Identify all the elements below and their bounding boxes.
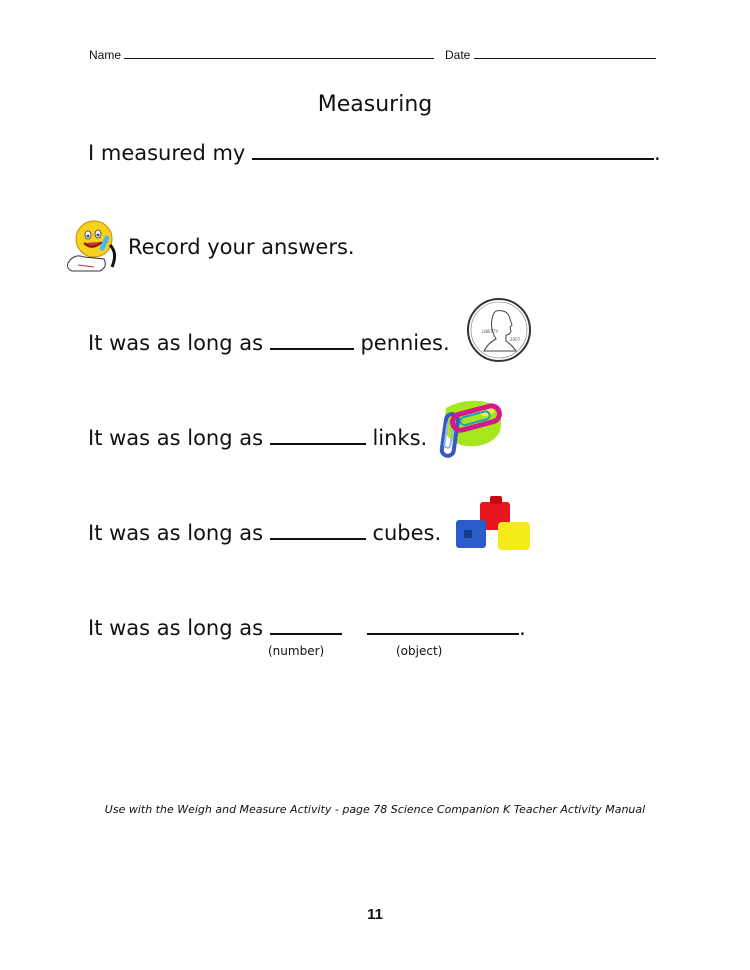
row-prefix: It was as long as <box>88 616 264 640</box>
row-prefix: It was as long as <box>88 521 264 545</box>
cubes-row <box>88 520 441 545</box>
object-caption: (object) <box>396 644 443 658</box>
pennies-row <box>88 330 450 355</box>
date-label: Date <box>445 48 471 62</box>
period: . <box>519 616 526 640</box>
object-blank[interactable] <box>367 615 519 635</box>
date-field <box>445 44 656 62</box>
svg-text:2007: 2007 <box>510 337 521 342</box>
links-count-blank[interactable] <box>270 425 366 445</box>
paperclip-links-icon <box>438 398 506 460</box>
penny-icon <box>466 297 532 363</box>
footer-note: Use with the Weigh and Measure Activity - page 78 Science Companion K Teacher Activity Manual <box>104 803 646 816</box>
smiley-writing-icon <box>64 219 120 275</box>
row-unit: cubes. <box>372 521 442 545</box>
name-field <box>89 44 434 62</box>
row-unit: links. <box>372 426 428 450</box>
row-prefix: It was as long as <box>88 426 264 450</box>
page-number: 11 <box>367 906 383 923</box>
page-title: Measuring <box>317 92 433 117</box>
links-row <box>88 425 427 450</box>
pennies-count-blank[interactable] <box>270 330 354 350</box>
date-input-line[interactable] <box>474 44 656 59</box>
number-blank[interactable] <box>270 615 342 635</box>
name-label: Name <box>89 48 122 62</box>
cubes-icon <box>452 494 536 554</box>
measured-line <box>88 140 661 165</box>
measured-prefix: I measured my <box>88 141 246 165</box>
number-caption: (number) <box>268 644 325 658</box>
svg-text:LIBERTY: LIBERTY <box>482 329 499 334</box>
row-prefix: It was as long as <box>88 331 264 355</box>
measured-object-blank[interactable] <box>252 140 654 160</box>
number-object-row <box>88 615 526 640</box>
period: . <box>654 141 661 165</box>
name-input-line[interactable] <box>124 44 434 59</box>
instruction-text: Record your answers. <box>128 235 355 259</box>
row-unit: pennies. <box>360 331 450 355</box>
cubes-count-blank[interactable] <box>270 520 366 540</box>
